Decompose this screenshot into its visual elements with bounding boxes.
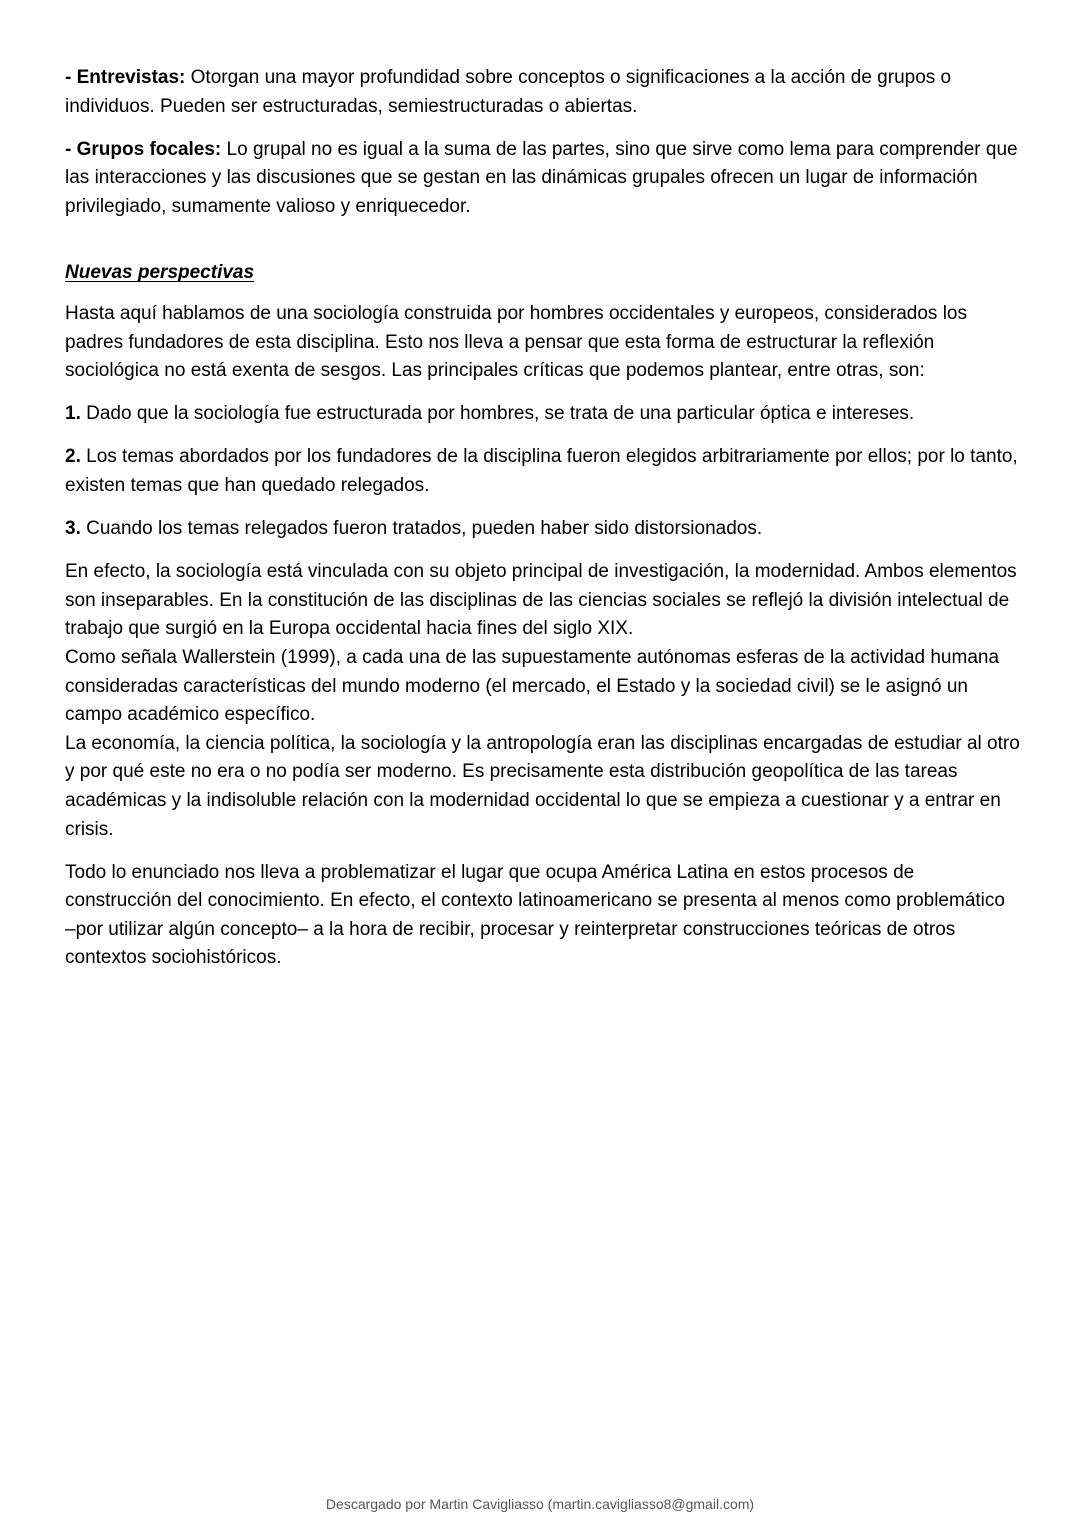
paragraph-intro: Hasta aquí hablamos de una sociología construida por hombres occidentales y europeos, considerados los padres fundadores de esta disciplina. Esto nos lleva a pensar que esta forma de estructurar la reflexión sociológica no está exenta de sesgos. Las principales críticas que podemos plantear, entre otras, son: — [65, 303, 967, 382]
download-footer: Descargado por Martin Cavigliasso (martin.cavigliasso8@gmail.com) — [325, 1496, 755, 1512]
point-number: 1. — [65, 403, 81, 425]
body-line-2: Como señala Wallerstein (1999), a cada una de las supuestamente autónomas esferas de la actividad humana consideradas características del mundo moderno (el mercado, el Estado y la sociedad civil) se le asignó un campo académico específico. — [65, 647, 1000, 726]
paragraph-entrevistas — [65, 64, 1020, 121]
point-number: 2. — [65, 446, 81, 468]
section-heading: Nuevas perspectivas — [65, 262, 255, 284]
term-label: - Grupos focales: — [65, 138, 222, 160]
point-text: Dado que la sociología fue estructurada por hombres, se trata de una particular óptica e intereses. — [80, 403, 915, 425]
term-definition: Otorgan una mayor profundidad sobre conceptos o significaciones a la acción de grupos o individuos. Pueden ser estructuradas, semiestructuradas o abiertas. — [65, 67, 952, 117]
paragraph-closing: Todo lo enunciado nos lleva a problematizar el lugar que ocupa América Latina en estos procesos de construcción del conocimiento. En efecto, el contexto latinoamericano se presenta al menos como problemático –por utilizar algún concepto– a la hora de recibir, procesar y reinterpretar construcciones teóricas de otros contextos sociohistóricos. — [65, 861, 1005, 969]
term-definition: Lo grupal no es igual a la suma de las partes, sino que sirve como lema para comprender que las interacciones y las discusiones que se gestan en las dinámicas grupales ofrecen un lugar de información privilegiado, sumamente valioso y enriquecedor. — [65, 138, 1018, 217]
document-page — [65, 64, 1020, 988]
point-text: Cuando los temas relegados fueron tratados, pueden haber sido distorsionados. — [80, 518, 763, 540]
numbered-point-3 — [65, 515, 1020, 544]
term-label: - Entrevistas: — [65, 67, 186, 88]
paragraph-grupos-focales — [65, 136, 1020, 222]
numbered-point-2 — [65, 443, 1020, 500]
point-text: Los temas abordados por los fundadores de la disciplina fueron elegidos arbitrariamente por ellos; por lo tanto, existen temas que han quedado relegados. — [65, 446, 1018, 497]
body-line-3: La economía, la ciencia política, la sociología y la antropología eran las disciplinas encargadas de estudiar al otro y por qué este no era o no podía ser moderno. Es precisamente esta distribución geopolítica de las tareas académicas y la indisoluble relación con la modernidad occidental lo que se empieza a cuestionar y a entrar en crisis. — [65, 732, 1020, 840]
numbered-point-1 — [65, 400, 1020, 429]
body-line-1: En efecto, la sociología está vinculada con su objeto principal de investigación, la modernidad. Ambos elementos son inseparables. En la constitución de las disciplinas de las ciencias sociales se reflejó la división intelectual de trabajo que surgió en la Europa occidental hacia fines del siglo XIX. — [65, 561, 1017, 640]
point-number: 3. — [65, 518, 81, 540]
paragraph-body — [65, 558, 1020, 844]
